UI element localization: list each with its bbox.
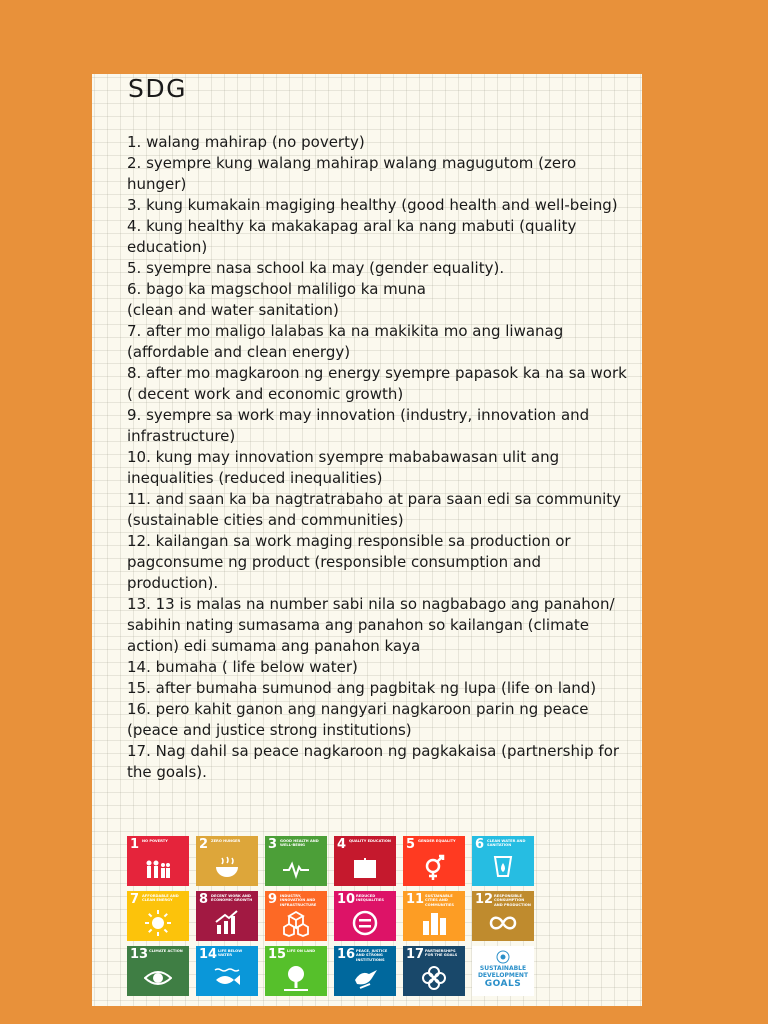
sdg-tile-number: 13 (130, 947, 149, 962)
dove-icon (351, 964, 379, 992)
sdg-tile (334, 891, 396, 941)
sdg-tile-label: INDUSTRY, INNOVATION AND INFRASTRUCTURE (280, 894, 317, 907)
sdg-list (127, 132, 627, 783)
growth-chart-icon (213, 909, 241, 937)
list-item: 15. after bumaha sumunod ang pagbitak ng lupa (life on land) (127, 679, 597, 697)
sdg-tile-label: NO POVERTY (142, 839, 168, 843)
logo-line: DEVELOPMENT (477, 971, 529, 979)
sdg-tile-number: 11 (406, 892, 425, 907)
sdg-tile (127, 836, 189, 886)
sdg-tile (265, 836, 327, 886)
list-item: 12. kailangan sa work maging responsible sa production or pagconsume ng product (responsible consumption and production). (127, 532, 571, 592)
sdg-tile-label: PARTNERSHIPS FOR THE GOALS (425, 949, 458, 958)
sdg-tile-label: AFFORDABLE AND CLEAN ENERGY (142, 894, 179, 903)
list-item: 13. 13 is malas na number sabi nila so nagbabago ang panahon/ sabihin nating sumasama ang panahon so kailangan (climate action) edi sumama ang panahon kaya (127, 595, 615, 655)
heartbeat-icon (282, 854, 310, 882)
sdg-tile (472, 891, 534, 941)
sdg-tile-number: 9 (268, 892, 278, 907)
sdg-tile-number: 6 (475, 837, 485, 852)
gender-icon (420, 854, 448, 882)
un-emblem-icon (496, 950, 510, 964)
logo-line: SUSTAINABLE (479, 965, 527, 972)
sdg-logo (472, 946, 534, 996)
sdg-tile (127, 891, 189, 941)
list-item: 6. bago ka magschool maliligo ka muna (127, 280, 426, 298)
sdg-tile-number: 1 (130, 837, 140, 852)
sdg-tile-number: 4 (337, 837, 347, 852)
list-item: 2. syempre kung walang mahirap walang magugutom (zero hunger) (127, 154, 577, 193)
sdg-tile-label: RESPONSIBLE CONSUMPTION AND PRODUCTION (494, 894, 531, 907)
list-item: 7. after mo maligo lalabas ka na makikita mo ang liwanag (affordable and clean energy) (127, 322, 564, 361)
sdg-tile-label: PEACE, JUSTICE AND STRONG INSTITUTIONS (356, 949, 388, 962)
sdg-tile-number: 5 (406, 837, 416, 852)
equal-icon (351, 909, 379, 937)
list-item: 5. syempre nasa school ka may (gender equality). (127, 259, 505, 277)
family-icon (144, 854, 172, 882)
sdg-tile-label: REDUCED INEQUALITIES (356, 894, 384, 903)
list-item: 8. after mo magkaroon ng energy syempre papasok ka na sa work ( decent work and economic growth) (127, 364, 627, 403)
sdg-tile (196, 891, 258, 941)
sdg-tile (334, 836, 396, 886)
sdg-tile (127, 946, 189, 996)
rings-icon (420, 964, 448, 992)
sdg-tile-label: GOOD HEALTH AND WELL-BEING (280, 839, 319, 848)
list-item: 3. kung kumakain magiging healthy (good health and well-being) (127, 196, 618, 214)
cubes-icon (282, 909, 310, 937)
sdg-tile (334, 946, 396, 996)
infinity-icon (489, 909, 517, 937)
sdg-tile (196, 836, 258, 886)
book-icon (351, 854, 379, 882)
list-item: 11. and saan ka ba nagtratrabaho at para saan edi sa community (sustainable cities and communities) (127, 490, 622, 529)
sdg-tile-label: SUSTAINABLE CITIES AND COMMUNITIES (425, 894, 454, 907)
sdg-tile (265, 891, 327, 941)
list-item: 4. kung healthy ka makakapag aral ka nang mabuti (quality education) (127, 217, 577, 256)
sdg-tile-number: 16 (337, 947, 356, 962)
logo-goals: GOALS (484, 979, 522, 989)
fish-icon (213, 964, 241, 992)
sdg-tile (403, 946, 465, 996)
sdg-tile-label: LIFE BELOW WATER (218, 949, 243, 958)
sdg-tile-number: 12 (475, 892, 494, 907)
sdg-tile-label: CLIMATE ACTION (149, 949, 183, 953)
sdg-tile-number: 8 (199, 892, 209, 907)
sdg-tile-number: 15 (268, 947, 287, 962)
list-item: 16. pero kahit ganon ang nangyari nagkaroon parin ng peace (peace and justice strong institutions) (127, 700, 589, 739)
sdg-tile-number: 2 (199, 837, 209, 852)
tree-icon (282, 964, 310, 992)
page-title: SDG (128, 74, 187, 103)
document-page (92, 74, 642, 1006)
sdg-tile (403, 836, 465, 886)
sun-icon (144, 909, 172, 937)
sdg-tile-number: 7 (130, 892, 140, 907)
list-item: 1. walang mahirap (no poverty) (127, 133, 365, 151)
sdg-tile-label: ZERO HUNGER (211, 839, 241, 843)
sdg-tile-number: 3 (268, 837, 278, 852)
list-item: (clean and water sanitation) (127, 301, 339, 319)
list-item: 9. syempre sa work may innovation (industry, innovation and infrastructure) (127, 406, 590, 445)
list-item: 17. Nag dahil sa peace nagkaroon ng pagkakaisa (partnership for the goals). (127, 742, 620, 781)
sdg-icon-grid (127, 836, 534, 996)
sdg-tile-number: 14 (199, 947, 218, 962)
bowl-icon (213, 854, 241, 882)
list-item: 14. bumaha ( life below water) (127, 658, 358, 676)
sdg-tile (403, 891, 465, 941)
buildings-icon (420, 909, 448, 937)
sdg-tile-label: QUALITY EDUCATION (349, 839, 391, 843)
list-item: 10. kung may innovation syempre mababawasan ulit ang inequalities (reduced inequalities) (127, 448, 560, 487)
sdg-tile-number: 17 (406, 947, 425, 962)
eye-globe-icon (144, 964, 172, 992)
sdg-tile-label: GENDER EQUALITY (418, 839, 456, 843)
logo-text (474, 966, 532, 979)
sdg-tile (196, 946, 258, 996)
sdg-tile-label: DECENT WORK AND ECONOMIC GROWTH (211, 894, 253, 903)
sdg-tile-label: LIFE ON LAND (287, 949, 316, 953)
water-drop-icon (489, 854, 517, 882)
sdg-tile-label: CLEAN WATER AND SANITATION (487, 839, 526, 848)
sdg-tile-number: 10 (337, 892, 356, 907)
sdg-tile (472, 836, 534, 886)
sdg-tile (265, 946, 327, 996)
